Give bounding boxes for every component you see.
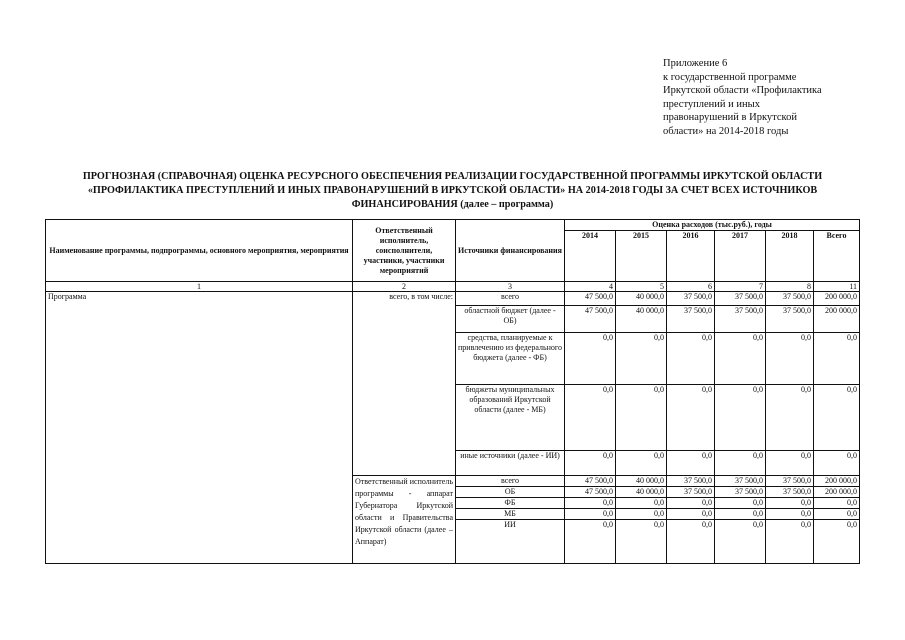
column-number: 6 [667, 282, 715, 292]
value-cell: 0,0 [814, 498, 860, 509]
value-cell: 37 500,0 [766, 306, 814, 333]
value-cell: 0,0 [715, 498, 766, 509]
header-total: Всего [814, 231, 860, 282]
value-cell: 37 500,0 [766, 476, 814, 487]
value-cell: 0,0 [766, 451, 814, 476]
value-cell: 40 000,0 [616, 306, 667, 333]
value-cell: 0,0 [667, 333, 715, 385]
source-cell: всего [456, 292, 565, 306]
header-year-2016: 2016 [667, 231, 715, 282]
value-cell: 0,0 [667, 385, 715, 451]
value-cell: 0,0 [565, 333, 616, 385]
source-cell: ИИ [456, 520, 565, 564]
value-cell: 0,0 [766, 498, 814, 509]
value-cell: 37 500,0 [766, 487, 814, 498]
value-cell: 40 000,0 [616, 487, 667, 498]
appendix-line: Иркутской области «Профилактика [663, 85, 822, 97]
source-cell: ФБ [456, 498, 565, 509]
column-number: 1 [46, 282, 353, 292]
value-cell: 0,0 [616, 498, 667, 509]
value-cell: 200 000,0 [814, 487, 860, 498]
header-executor: Ответственный исполнитель, соисполнители, участники, участники мероприятий [353, 220, 456, 282]
title-line: ФИНАНСИРОВАНИЯ (далее – программа) [351, 199, 554, 210]
source-cell: МБ [456, 509, 565, 520]
value-cell: 0,0 [715, 520, 766, 564]
source-cell: средства, планируемые к привлечению из федерального бюджета (далее - ФБ) [456, 333, 565, 385]
value-cell: 0,0 [616, 520, 667, 564]
value-cell: 37 500,0 [715, 476, 766, 487]
column-number: 7 [715, 282, 766, 292]
source-cell: областной бюджет (далее - ОБ) [456, 306, 565, 333]
header-year-2015: 2015 [616, 231, 667, 282]
value-cell: 37 500,0 [667, 306, 715, 333]
value-cell: 0,0 [565, 451, 616, 476]
value-cell: 37 500,0 [667, 476, 715, 487]
value-cell: 0,0 [766, 385, 814, 451]
value-cell: 47 500,0 [565, 487, 616, 498]
document-title [30, 170, 875, 212]
header-name: Наименование программы, подпрограммы, основного мероприятия, мероприятия [46, 220, 353, 282]
value-cell: 0,0 [715, 385, 766, 451]
value-cell: 0,0 [616, 385, 667, 451]
value-cell: 37 500,0 [715, 306, 766, 333]
value-cell: 37 500,0 [667, 292, 715, 306]
value-cell: 0,0 [667, 451, 715, 476]
column-number: 2 [353, 282, 456, 292]
value-cell: 0,0 [814, 451, 860, 476]
value-cell: 0,0 [715, 333, 766, 385]
value-cell: 40 000,0 [616, 476, 667, 487]
value-cell: 0,0 [565, 385, 616, 451]
column-number: 11 [814, 282, 860, 292]
value-cell: 0,0 [616, 509, 667, 520]
column-number: 5 [616, 282, 667, 292]
value-cell: 47 500,0 [565, 292, 616, 306]
value-cell: 0,0 [814, 520, 860, 564]
value-cell: 0,0 [814, 385, 860, 451]
title-line: «ПРОФИЛАКТИКА ПРЕСТУПЛЕНИЙ И ИНЫХ ПРАВОНАРУШЕНИЙ В ИРКУТСКОЙ ОБЛАСТИ» НА 2014-2018 ГОДЫ ЗА СЧЕТ ВСЕХ ИСТОЧНИКОВ [87, 185, 818, 196]
column-number: 4 [565, 282, 616, 292]
value-cell: 0,0 [565, 520, 616, 564]
source-cell: всего [456, 476, 565, 487]
value-cell: 0,0 [667, 520, 715, 564]
value-cell: 0,0 [814, 509, 860, 520]
value-cell: 0,0 [766, 333, 814, 385]
value-cell: 37 500,0 [715, 292, 766, 306]
value-cell: 0,0 [667, 498, 715, 509]
source-cell: ОБ [456, 487, 565, 498]
value-cell: 40 000,0 [616, 292, 667, 306]
value-cell: 0,0 [616, 451, 667, 476]
appendix-line: преступлений и иных [663, 98, 760, 110]
value-cell: 37 500,0 [766, 292, 814, 306]
header-year-2018: 2018 [766, 231, 814, 282]
program-name-cell: Программа [46, 292, 353, 564]
title-line: ПРОГНОЗНАЯ (СПРАВОЧНАЯ) ОЦЕНКА РЕСУРСНОГО ОБЕСПЕЧЕНИЯ РЕАЛИЗАЦИИ ГОСУДАРСТВЕННОЙ ПРОГРАММЫ ИРКУТСКОЙ ОБЛАСТИ [82, 171, 823, 182]
value-cell: 0,0 [667, 509, 715, 520]
value-cell: 200 000,0 [814, 476, 860, 487]
value-cell: 0,0 [715, 509, 766, 520]
appendix-note [663, 57, 863, 139]
value-cell: 37 500,0 [667, 487, 715, 498]
header-year-2017: 2017 [715, 231, 766, 282]
value-cell: 0,0 [565, 498, 616, 509]
value-cell: 0,0 [565, 509, 616, 520]
executor-main-cell: Ответственный исполнитель программы - аппарат Губернатора Иркутской области и Правительства Иркутской области (далее – Аппарат) [353, 476, 456, 564]
appendix-line: области» на 2014-2018 годы [663, 125, 789, 137]
value-cell: 200 000,0 [814, 292, 860, 306]
value-cell: 0,0 [715, 451, 766, 476]
source-cell: бюджеты муниципальных образований Иркутской области (далее - МБ) [456, 385, 565, 451]
value-cell: 200 000,0 [814, 306, 860, 333]
column-number: 3 [456, 282, 565, 292]
header-estimate: Оценка расходов (тыс.руб.), годы [565, 220, 860, 231]
value-cell: 0,0 [814, 333, 860, 385]
column-number-row [46, 282, 860, 292]
resource-table [45, 219, 860, 564]
value-cell: 0,0 [766, 520, 814, 564]
value-cell: 47 500,0 [565, 476, 616, 487]
column-number: 8 [766, 282, 814, 292]
table-row [46, 292, 860, 306]
executor-all-cell: всего, в том числе: [353, 292, 456, 476]
source-cell: иные источники (далее - ИИ) [456, 451, 565, 476]
header-year-2014: 2014 [565, 231, 616, 282]
appendix-line: правонарушений в Иркутской [663, 112, 797, 124]
value-cell: 0,0 [616, 333, 667, 385]
appendix-line: Приложение 6 [663, 58, 728, 69]
value-cell: 47 500,0 [565, 306, 616, 333]
header-sources: Источники финансирования [456, 220, 565, 282]
value-cell: 37 500,0 [715, 487, 766, 498]
appendix-line: к государственной программе [663, 71, 797, 83]
value-cell: 0,0 [766, 509, 814, 520]
